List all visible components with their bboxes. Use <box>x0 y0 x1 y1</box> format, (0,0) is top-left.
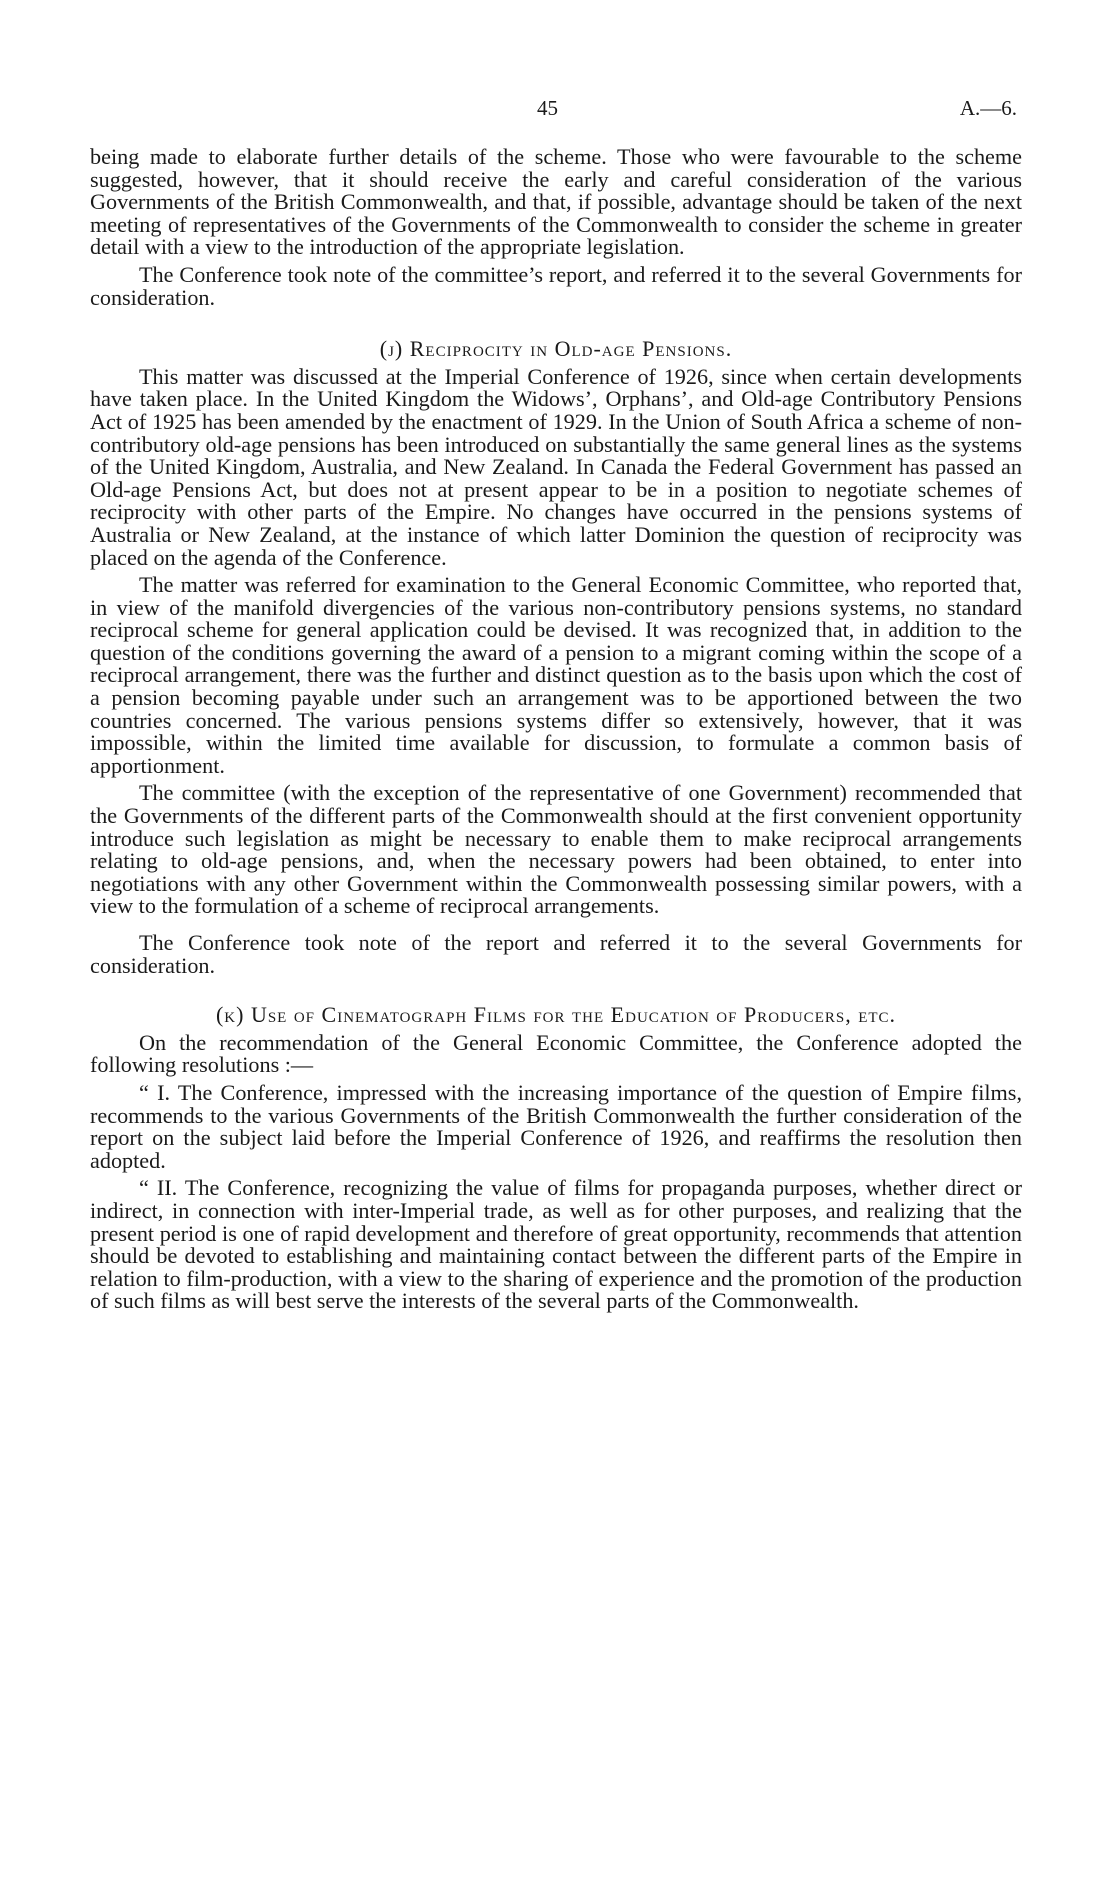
body-text <box>90 146 1022 1313</box>
resolution-two: “ II. The Conference, recognizing the value of films for propaganda purposes, whether direct or indirect, in connection with inter-Imperial trade, as well as for other purposes, and realizing that the present period is one of rapid development and therefore of great opportunity, recommends that attention should be devoted to establishing and maintaining contact between the different parts of the Empire in relation to film-production, with a view to the sharing of experience and the promotion of the production of such films as will best serve the interests of the several parts of the Commonwealth. <box>90 1175 1022 1314</box>
page-number: 45 <box>537 96 558 120</box>
paragraph-continuation: being made to elaborate further details of the scheme. Those who were favourable to the scheme suggested, however, that it should receive the early and careful consideration of the various Governments of the British Commonwealth, and that, if possible, advantage should be taken of the next meeting of representatives of the Governments of the Commonwealth to consider the scheme in greater detail with a view to the introduction of the appropriate legislation. <box>90 144 1022 260</box>
page-header <box>0 96 1114 126</box>
paragraph-resolutions-intro: On the recommendation of the General Economic Committee, the Conference adopted the following resolutions :— <box>90 1029 1022 1078</box>
document-reference: A.—6. <box>959 96 1017 120</box>
resolution-one: “ I. The Conference, impressed with the increasing importance of the question of Empire films, recommends to the various Governments of the British Commonwealth the further consideration of the report on the subject laid before the Imperial Conference of 1926, and reaffirms the resolution then adopted. <box>90 1079 1022 1173</box>
paragraph-committee-recommendation: The committee (with the exception of the representative of one Government) recommended that the Governments of the different parts of the Commonwealth should at the first convenient opportunity introduce such legislation as might be necessary to enable them to make reciprocal arrangements relating to old-age pensions, and, when the necessary powers had been obtained, to enter into negotiations with any other Government within the Commonwealth possessing similar powers, with a view to the formulation of a scheme of reciprocal arrangements. <box>90 780 1022 919</box>
paragraph-conference-note-2: The Conference took note of the report and referred it to the several Governments for consideration. <box>90 930 1022 978</box>
paragraph-conference-note-1: The Conference took note of the committee’s report, and referred it to the several Governments for consideration. <box>90 261 1022 310</box>
section-heading-j: (j) Reciprocity in Old-age Pensions. <box>379 336 733 362</box>
section-heading-k: (k) Use of Cinematograph Films for the Education of Producers, etc. <box>215 1002 897 1028</box>
paragraph-reciprocity-intro: This matter was discussed at the Imperial Conference of 1926, since when certain developments have taken place. In the United Kingdom the Widows’, Orphans’, and Old-age Contributory Pensions Act of 1925 has been amended by the enactment of 1929. In the Union of South Africa a scheme of non-contributory old-age pensions has been introduced on substantially the same general lines as the systems of the United Kingdom, Australia, and New Zealand. In Canada the Federal Government has passed an Old-age Pensions Act, but does not at present appear to be in a position to negotiate schemes of reciprocity with other parts of the Empire. No changes have occurred in the pensions systems of Australia or New Zealand, at the instance of which latter Dominion the question of reciprocity was placed on the agenda of the Conference. <box>90 363 1022 570</box>
paragraph-committee-report: The matter was referred for examination to the General Economic Committee, who reported that, in view of the manifold divergencies of the various non-contributory pensions systems, no standard reciprocal scheme for general application could be devised. It was recognized that, in addition to the question of the conditions governing the award of a pension to a migrant coming within the scope of a reciprocal arrangement, there was the further and distinct question as to the basis upon which the cost of a pension becoming payable under such an arrangement was to be apportioned between the two countries concerned. The various pensions systems differ so extensively, however, that it was impossible, within the limited time available for discussion, to formulate a common basis of apportionment. <box>90 572 1022 778</box>
